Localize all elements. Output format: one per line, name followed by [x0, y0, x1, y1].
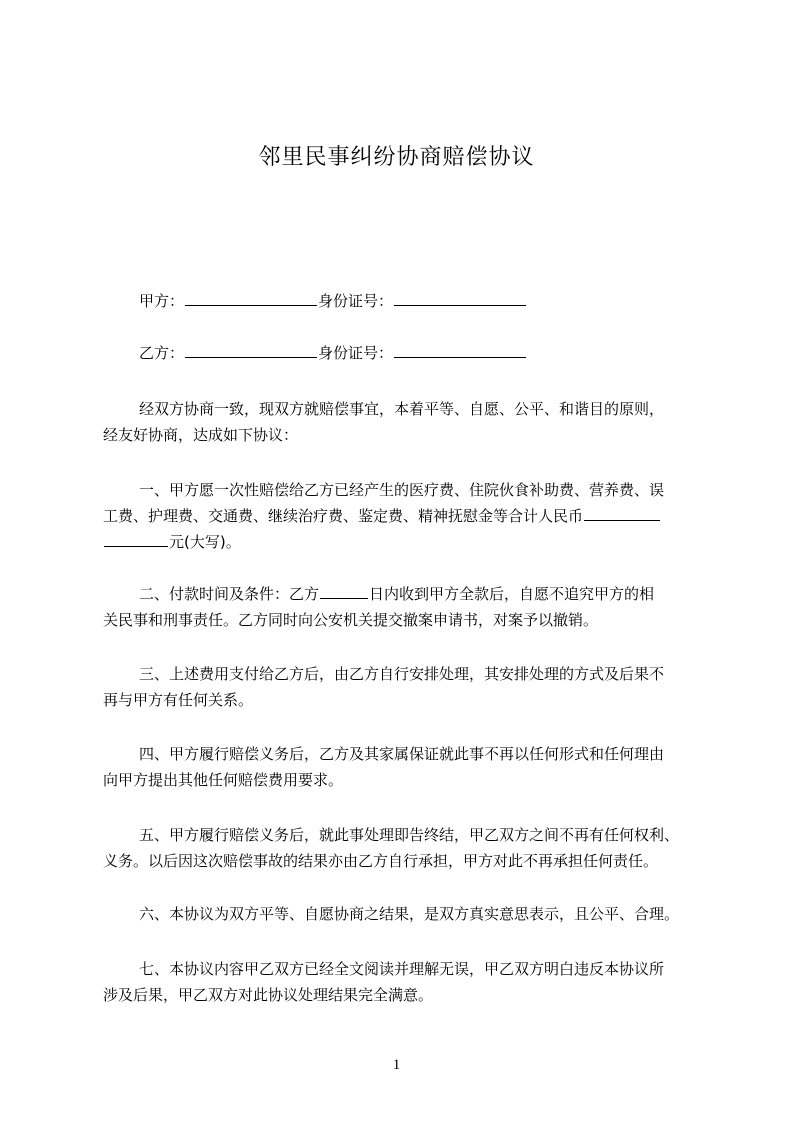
party-b-line [103, 341, 713, 365]
clause-1-line-2 [103, 504, 713, 528]
clause-6-line-1: 六、本协议为双方平等、自愿协商之结果，是双方真实意思表示，且公平、合理。 [139, 905, 680, 923]
party-b-name-blank [185, 343, 317, 358]
party-b-label: 乙方： [139, 344, 185, 362]
clause-5-line-2: 义务。以后因这次赔偿事故的结果亦由乙方自行承担，甲方对此不再承担任何责任。 [103, 852, 659, 870]
clause-3-line-2: 再与甲方有任何关系。 [103, 691, 254, 709]
clause-1-amount-label: 元(大写)。 [169, 533, 241, 551]
party-b-id-blank [394, 343, 526, 358]
intro-line-1: 经双方协商一致，现双方就赔偿事宜，本着平等、自愿、公平、和谐目的原则， [139, 400, 665, 418]
clause-4-line-1: 四、甲方履行赔偿义务后，乙方及其家属保证就此事不再以任何形式和任何理由 [139, 745, 665, 763]
clause-1-amount-blank [584, 506, 660, 521]
party-a-id-label: 身份证号： [318, 292, 394, 310]
clause-4-line-2: 向甲方提出其他任何赔偿费用要求。 [103, 771, 344, 789]
clause-7-line-2: 涉及后果，甲乙双方对此协议处理结果完全满意。 [103, 986, 434, 1004]
document-title: 邻里民事纠纷协商赔偿协议 [258, 145, 535, 170]
clause-2-prefix: 二、付款时间及条件：乙方 [139, 585, 320, 603]
clause-1-line-3 [103, 530, 713, 554]
clause-2-line-1 [103, 582, 713, 606]
party-a-label: 甲方： [139, 292, 185, 310]
page-number: 1 [392, 1057, 401, 1073]
intro-line-2: 经友好协商，达成如下协议： [103, 426, 299, 444]
clause-2-days-blank [320, 584, 368, 599]
clause-7-line-1: 七、本协议内容甲乙双方已经全文阅读并理解无误，甲乙双方明白违反本协议所 [139, 960, 665, 978]
party-b-id-label: 身份证号： [318, 344, 394, 362]
party-a-name-blank [185, 291, 317, 306]
clause-1-line-1: 一、甲方愿一次性赔偿给乙方已经产生的医疗费、住院伙食补助费、营养费、误 [139, 481, 665, 499]
clause-1-amount-continued-blank [104, 532, 168, 547]
party-a-id-blank [394, 291, 526, 306]
clause-2-line-2: 关民事和刑事责任。乙方同时向公安机关提交撤案申请书，对案予以撤销。 [103, 611, 599, 629]
clause-2-suffix: 日内收到甲方全款后，自愿不追究甲方的相 [369, 585, 655, 603]
clause-5-line-1: 五、甲方履行赔偿义务后，就此事处理即告终结，甲乙双方之间不再有任何权利、 [139, 826, 680, 844]
clause-1-text: 工费、护理费、交通费、继续治疗费、鉴定费、精神抚慰金等合计人民币 [103, 507, 584, 525]
clause-3-line-1: 三、上述费用支付给乙方后，由乙方自行安排处理，其安排处理的方式及后果不 [139, 665, 665, 683]
party-a-line [103, 289, 713, 313]
